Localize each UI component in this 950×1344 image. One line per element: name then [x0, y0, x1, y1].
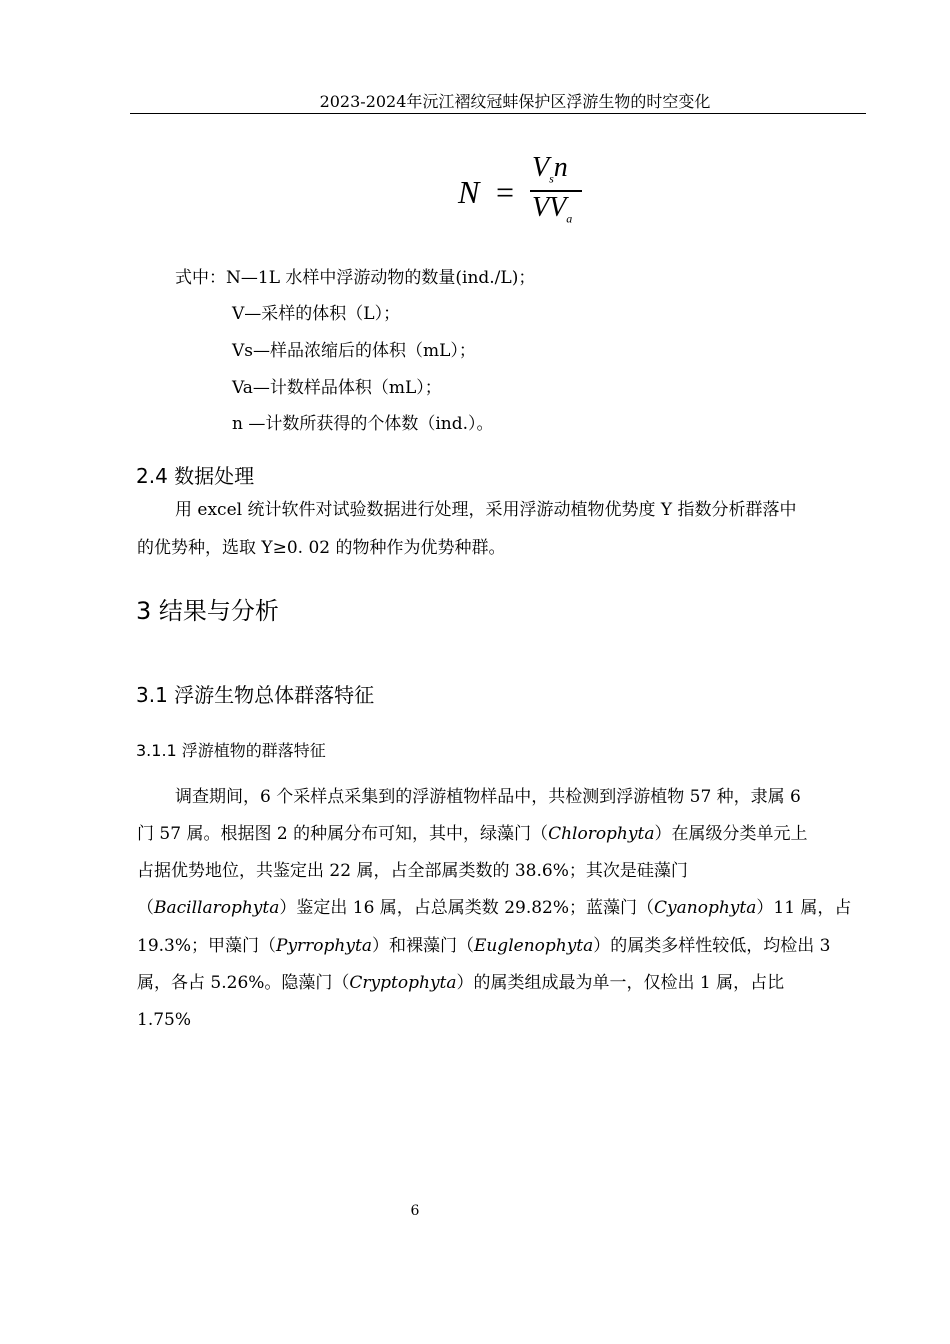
- formula-denominator: $VV_a$: [532, 192, 573, 226]
- paragraph-line: 的优势种，选取 Y≥0. 02 的物种作为优势种群。: [137, 538, 506, 558]
- definition-item: Va—计数样品体积（mL）；: [232, 378, 442, 398]
- formula-lhs: N: [458, 174, 480, 210]
- definitions-intro: 式中：N—1L 水样中浮游动物的数量(ind./L)；: [175, 268, 536, 288]
- paragraph-line: 调查期间，6 个采样点采集到的浮游植物样品中，共检测到浮游植物 57 种，隶属 6: [175, 787, 801, 807]
- definition-item: Vs—样品浓缩后的体积（mL）；: [232, 341, 476, 361]
- paragraph-line: 占据优势地位，共鉴定出 22 属，占全部属类数的 38.6%；其次是硅藻门: [137, 861, 688, 881]
- definition-item: n —计数所获得的个体数（ind.）。: [232, 414, 494, 434]
- definition-item: V—采样的体积（L）；: [232, 304, 401, 324]
- formula-equals: =: [496, 174, 515, 210]
- density-formula: [458, 152, 598, 232]
- paragraph-line: 属，各占 5.26%。隐藻门（Cryptophyta）的属类组成最为单一，仅检出 1 属，占比: [137, 973, 785, 993]
- header-rule: [130, 113, 866, 114]
- paragraph-line: 门 57 属。根据图 2 的种属分布可知，其中，绿藻门（Chlorophyta）在属级分类单元上: [137, 824, 808, 844]
- heading-3-1: 3.1 浮游生物总体群落特征: [136, 683, 375, 707]
- running-header: 2023-2024年沅江褶纹冠蚌保护区浮游生物的时空变化: [319, 92, 711, 111]
- heading-3: 3 结果与分析: [136, 597, 279, 625]
- formula-numerator: $V_sn$: [532, 152, 568, 186]
- paragraph-line: 19.3%；甲藻门（Pyrrophyta）和裸藻门（Euglenophyta）的属类多样性较低，均检出 3: [137, 936, 831, 956]
- page-number: 6: [410, 1203, 420, 1219]
- paragraph-line: （Bacillarophyta）鉴定出 16 属，占总属类数 29.82%；蓝藻门（Cyanophyta）11 属，占: [137, 898, 852, 918]
- heading-2-4: 2.4 数据处理: [136, 464, 255, 488]
- paragraph-line: 1.75%: [137, 1010, 192, 1030]
- paragraph-line: 用 excel 统计软件对试验数据进行处理，采用浮游动植物优势度 Y 指数分析群落中: [175, 500, 797, 520]
- heading-3-1-1: 3.1.1 浮游植物的群落特征: [136, 741, 326, 760]
